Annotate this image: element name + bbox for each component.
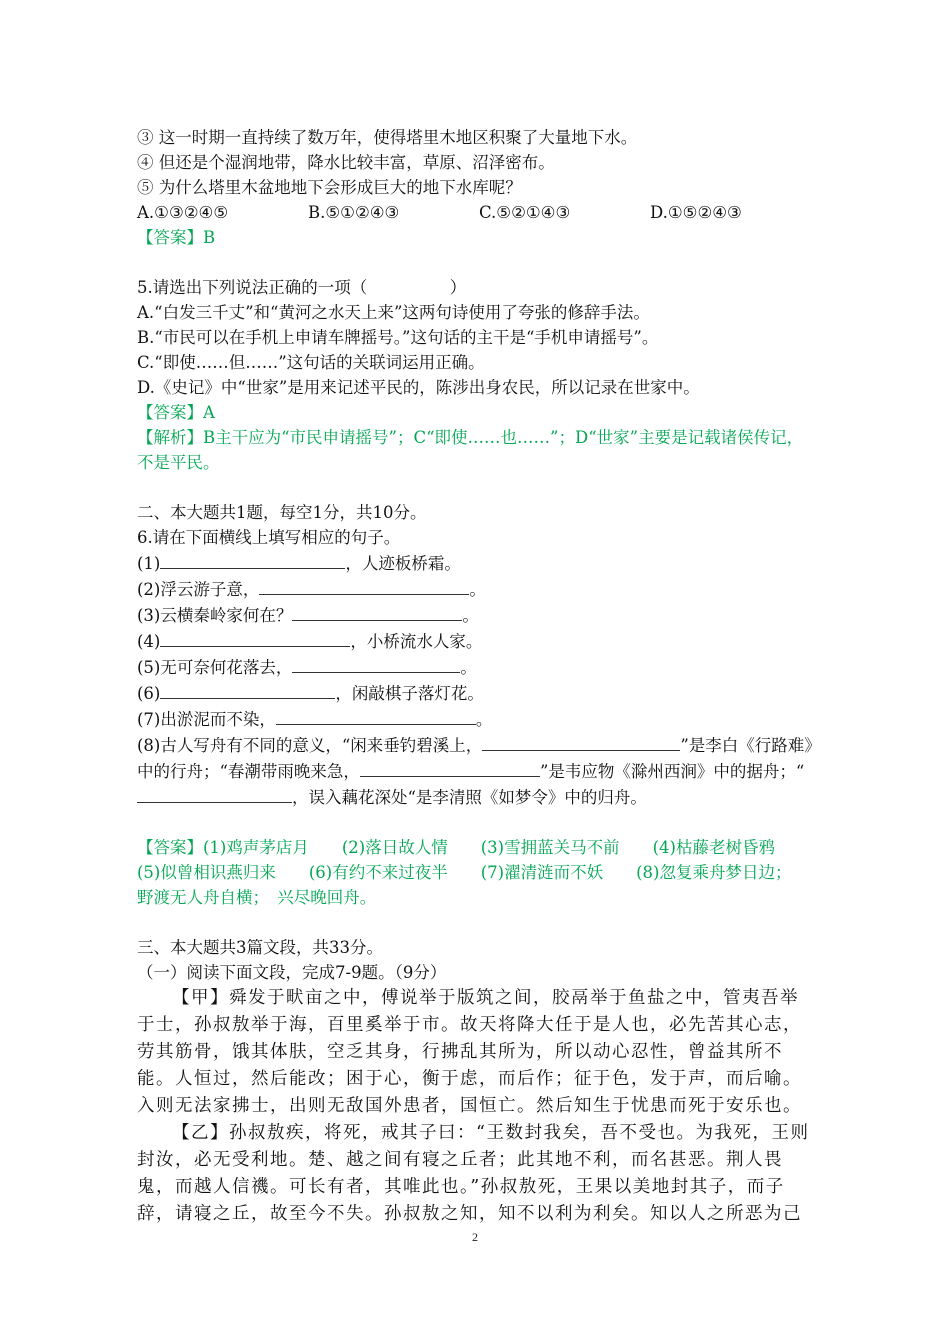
section3-sub1: （一）阅读下面文段，完成7-9题。（9分） xyxy=(137,963,447,982)
fill-blank-3[interactable] xyxy=(292,602,462,621)
q4-option-a: A.①③②④⑤ xyxy=(137,203,229,222)
q4-item-4: ④ 但还是个湿润地带，降水比较丰富，草原、沼泽密布。 xyxy=(137,153,555,172)
q6-sentence-6 xyxy=(137,680,815,706)
q6-sentence-5 xyxy=(137,654,815,680)
q6-sentence-4 xyxy=(137,628,815,654)
q6-s6-pre: (6) xyxy=(137,684,161,703)
spacer xyxy=(137,910,815,935)
passage-yi: 【乙】孙叔敖疾，将死，戒其子曰：“王数封我矣，吾不受也。为我死，王则封汝，必无受利地。楚、越之间有寝之丘者；此其地不利，而名甚恶。荆人畏鬼，而越人信禨。可长有者，其唯此也。”孙叔敖死，王果以美地封其子，而子辞，请寝之丘，故至今不失。孙叔敖之知，知不以利为利矣。知以人之所恶为己 xyxy=(137,1123,810,1224)
q6-s3-post: 。 xyxy=(462,606,479,625)
fill-blank-8b[interactable] xyxy=(360,758,540,777)
q5-question: 5.请选出下列说法正确的一项（ ） xyxy=(137,278,467,297)
q6-s7-pre: (7)出淤泥而不染， xyxy=(137,710,276,729)
spacer xyxy=(137,810,815,835)
spacer xyxy=(137,250,815,275)
q6-s1-pre: (1) xyxy=(137,554,161,573)
q6-s3-pre: (3)云横秦岭家何在？ xyxy=(137,606,293,625)
q4-option-b: B.⑤①②④③ xyxy=(308,203,400,222)
fill-blank-8a[interactable] xyxy=(482,732,680,751)
q6-s8-part-d: ，误入藕花深处“是李清照《如梦令》中的归舟。 xyxy=(292,788,647,807)
spacer xyxy=(137,475,815,500)
section2-heading: 二、本大题共1题，每空1分，共10分。 xyxy=(137,503,427,522)
fill-blank-8c[interactable] xyxy=(137,784,292,803)
fill-blank-6[interactable] xyxy=(160,680,335,699)
fill-blank-2[interactable] xyxy=(259,576,469,595)
q6-sentence-2 xyxy=(137,576,815,602)
q6-s2-post: 。 xyxy=(469,580,486,599)
q6-s5-post: 。 xyxy=(460,658,477,677)
passage-jia: 【甲】舜发于畎亩之中，傅说举于版筑之间，胶鬲举于鱼盐之中，管夷吾举于士，孙叔敖举于海，百里奚举于市。故天将降大任于是人也，必先苦其心志，劳其筋骨，饿其体肤，空乏其身，行拂乱其所为，所以动心忍性，曾益其所不能。人恒过，然后能改；困于心，衡于虑，而后作；征于色，发于声，而后喻。入则无法家拂士，出则无敌国外患者，国恒亡。然后知生于忧患而死于安乐也。 xyxy=(137,988,802,1116)
q6-s5-pre: (5)无可奈何花落去， xyxy=(137,658,293,677)
q4-option-c: C.⑤②①④③ xyxy=(479,203,571,222)
q6-s6-post: ，闲敲棋子落灯花。 xyxy=(335,684,484,703)
q6-answer: 【答案】(1)鸡声茅店月 (2)落日故人情 (3)雪拥蓝关马不前 (4)枯藤老树昏鸦 (5)似曾相识燕归来 (6)有约不来过夜半 (7)濯清涟而不妖 (8)忽复乘舟梦日边； 野渡无人舟自横； 兴尽晚回舟。 xyxy=(137,838,808,907)
q4-item-3: ③ 这一时期一直持续了数万年，使得塔里木地区积聚了大量地下水。 xyxy=(137,128,638,147)
fill-blank-5[interactable] xyxy=(292,654,460,673)
q4-options xyxy=(137,200,815,225)
fill-blank-4[interactable] xyxy=(160,628,350,647)
q4-answer: 【答案】B xyxy=(137,228,216,247)
q4-item-5: ⑤ 为什么塔里木盆地地下会形成巨大的地下水库呢？ xyxy=(137,178,522,197)
q6-s8-part-b: ”是李白《行路难》中的行舟；“春潮带雨晚来急， xyxy=(137,736,813,781)
q5-answer: 【答案】A xyxy=(137,403,215,422)
q4-option-d: D.①⑤②④③ xyxy=(650,203,742,222)
q6-s1-post: ，人迹板桥霜。 xyxy=(345,554,461,573)
q5-option-c: C.“即使……但……”这句话的关联词运用正确。 xyxy=(137,353,485,372)
q6-sentence-7 xyxy=(137,706,815,732)
q6-sentence-3 xyxy=(137,602,815,628)
fill-blank-1[interactable] xyxy=(160,550,345,569)
q6-question: 6.请在下面横线上填写相应的句子。 xyxy=(137,528,401,547)
q6-s8-part-a: (8)古人写舟有不同的意义，“闲来垂钓碧溪上， xyxy=(137,736,483,755)
page-number: 2 xyxy=(472,1230,478,1244)
page-content xyxy=(137,125,815,1228)
section3-heading: 三、本大题共3篇文段，共33分。 xyxy=(137,938,383,957)
q5-analysis: 【解析】B主干应为“市民申请摇号”；C“即使……也……”；D“世家”主要是记载诸侯传记，不是平民。 xyxy=(137,428,804,472)
q5-option-d: D.《史记》中“世家”是用来记述平民的，陈涉出身农民，所以记录在世家中。 xyxy=(137,378,700,397)
q6-sentence-1 xyxy=(137,550,815,576)
q6-s8-part-c: ”是韦应物《滁州西涧》中的据舟；“ xyxy=(539,762,805,781)
q5-option-b: B.“市民可以在手机上申请车牌摇号。”这句话的主干是“手机申请摇号”。 xyxy=(137,328,659,347)
q6-s2-pre: (2)浮云游子意， xyxy=(137,580,260,599)
fill-blank-7[interactable] xyxy=(276,706,476,725)
q6-s4-pre: (4) xyxy=(137,632,161,651)
q6-s7-post: 。 xyxy=(475,710,493,729)
q6-s4-post: ，小桥流水人家。 xyxy=(350,632,483,651)
q5-option-a: A.“白发三千丈”和“黄河之水天上来”这两句诗使用了夸张的修辞手法。 xyxy=(137,303,650,322)
q6-sentence-8 xyxy=(137,732,815,810)
